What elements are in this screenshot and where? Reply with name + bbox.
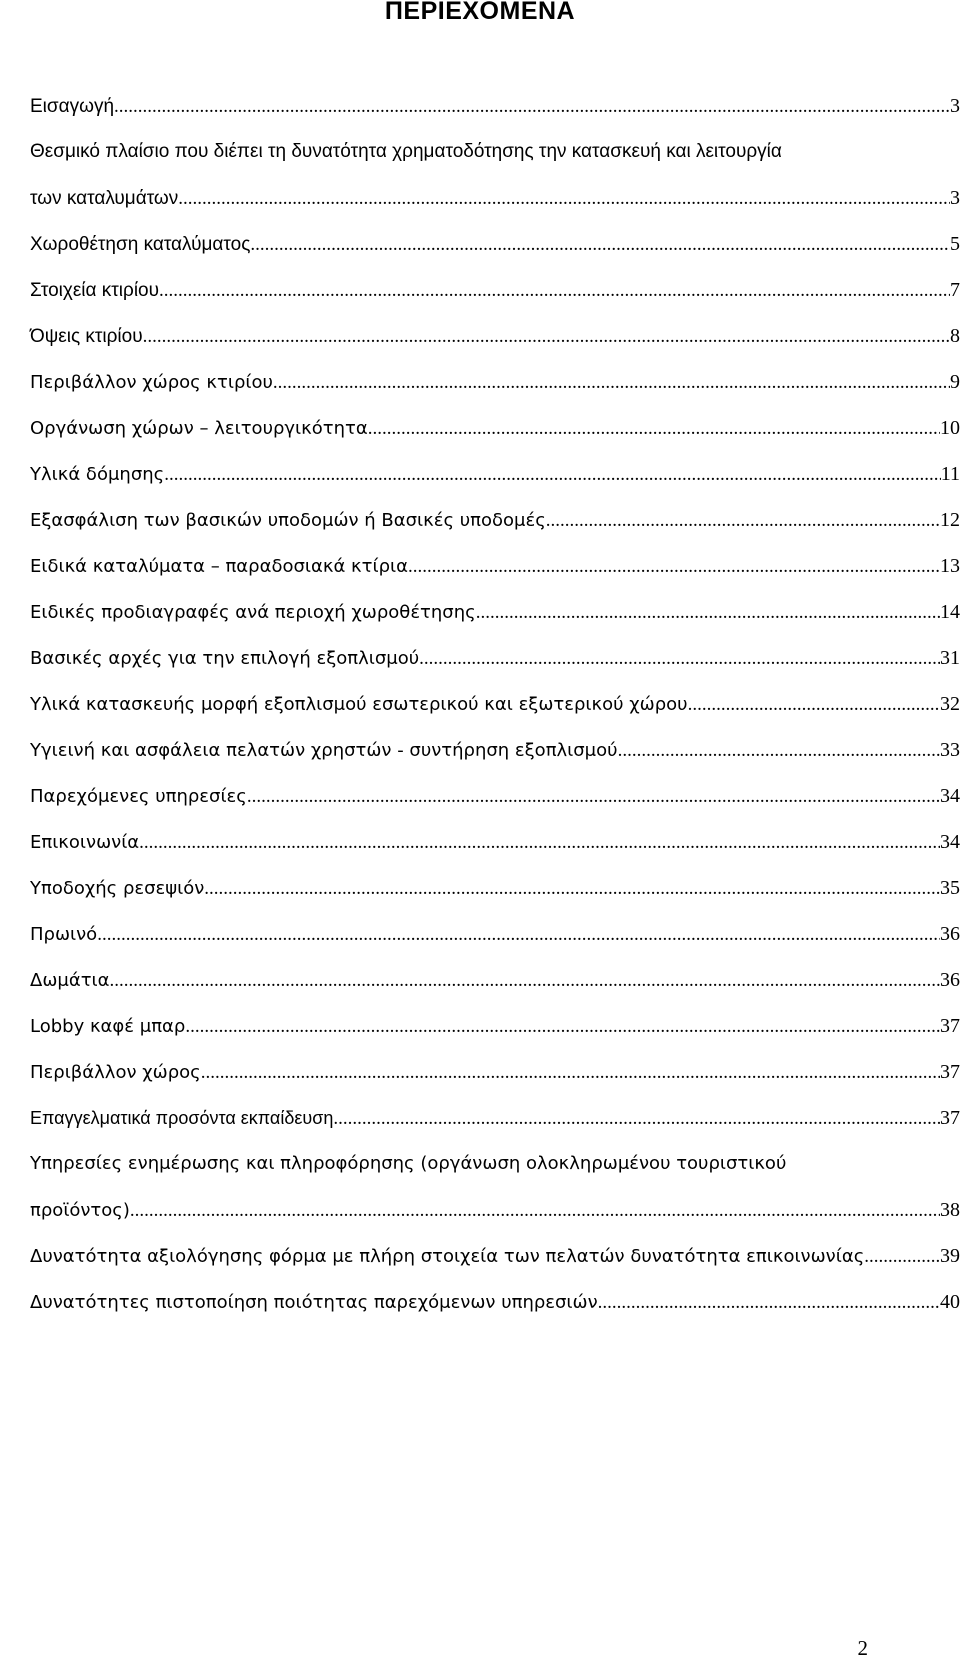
toc-entry-page: 5 [950,233,960,255]
toc-entry-text: Όψεις κτιρίου [30,326,143,347]
toc-entry-text: Επικοινωνία [30,832,140,853]
toc-entry[interactable] [30,1095,960,1141]
toc-entry-page: 7 [950,279,960,301]
toc-entry[interactable] [30,405,960,451]
toc-entry-text: Υλικά δόμησης [30,464,165,485]
toc-leader-dots [164,452,941,498]
toc-leader-dots [204,866,940,912]
toc-leader-dots [688,682,940,728]
toc-entry-page: 37 [940,1015,960,1037]
toc-entry[interactable] [30,819,960,865]
toc-leader-dots [618,728,940,774]
toc-entry-text: Βασικές αρχές για την επιλογή εξοπλισμού [30,648,420,669]
toc-entry-page: 39 [940,1245,960,1267]
toc-entry-page: 8 [950,325,960,347]
toc-entry-page: 35 [940,877,960,899]
toc-entry-page: 32 [940,693,960,715]
toc-leader-dots [368,406,940,452]
toc-entry[interactable] [30,313,960,359]
toc-leader-dots [408,544,940,590]
toc-entry-page: 31 [940,647,960,669]
toc-entry-text: Χωροθέτηση καταλύματος [30,234,251,255]
toc-entry[interactable] [30,497,960,543]
toc-entry[interactable] [30,773,960,819]
toc-entry[interactable] [30,1279,960,1325]
toc-entry[interactable] [30,635,960,681]
toc-entry-text: των καταλυμάτων [30,188,179,209]
page-number: 2 [857,1636,868,1660]
toc-leader-dots [419,636,940,682]
toc-entry[interactable] [30,1233,960,1279]
toc-entry[interactable] [30,267,960,313]
toc-leader-dots [114,84,950,130]
toc-entry-page: 3 [950,95,960,117]
toc-entry-page: 9 [950,371,960,393]
toc-leader-dots [546,498,940,544]
toc-entry-text: Οργάνωση χώρων – λειτουργικότητα [30,418,368,439]
toc-entry-page: 40 [940,1291,960,1313]
toc-entry-text: Υπηρεσίες ενημέρωσης και πληροφόρησης (οργάνωση ολοκληρωμένου τουριστικού [30,1153,787,1174]
toc-entry[interactable] [30,1003,960,1049]
toc-leader-dots [139,820,940,866]
toc-entry-page: 12 [940,509,960,531]
toc-leader-dots [185,1004,940,1050]
toc-entry-page: 34 [940,785,960,807]
toc-entry[interactable] [30,589,960,635]
toc-entry[interactable] [30,83,960,129]
toc-entry-page: 36 [940,969,960,991]
toc-entry-text: Δυνατότητες πιστοποίηση ποιότητας παρεχόμενων υπηρεσιών [30,1292,598,1313]
toc-leader-dots [97,912,940,958]
table-of-contents [30,83,960,1325]
toc-entry[interactable] [30,727,960,773]
toc-leader-dots [273,360,950,406]
toc-entry-text: Περιβάλλον χώρος [30,1062,201,1083]
toc-entry-page: 3 [950,187,960,209]
toc-leader-dots [864,1234,940,1280]
toc-entry[interactable] [30,1049,960,1095]
toc-entry-page: 36 [940,923,960,945]
toc-entry-page: 37 [940,1061,960,1083]
toc-entry-text: Περιβάλλον χώρος κτιρίου [30,372,273,393]
toc-entry[interactable] [30,451,960,497]
toc-entry-text: Ειδικές προδιαγραφές ανά περιοχή χωροθέτησης [30,602,476,623]
toc-leader-dots [143,314,950,360]
toc-leader-dots [476,590,940,636]
toc-leader-dots [598,1280,940,1326]
toc-entry-page: 38 [940,1199,960,1221]
toc-entry-page: 10 [940,417,960,439]
toc-entry-page: 11 [940,463,960,485]
toc-entry-page: 34 [940,831,960,853]
toc-leader-dots [250,222,950,268]
toc-leader-dots [333,1096,940,1142]
toc-entry-page: 13 [940,555,960,577]
toc-entry-text: Εξασφάλιση των βασικών υποδομών ή Βασικές υποδομές [30,510,546,531]
toc-entry-text: Στοιχεία κτιρίου [30,280,160,301]
toc-entry[interactable] [30,1187,960,1233]
toc-entry-text: Lobby καφέ μπαρ [30,1016,186,1037]
toc-entry-text: Υλικά κατασκευής μορφή εξοπλισμού εσωτερικού και εξωτερικού χώρου [30,694,688,715]
toc-entry[interactable] [30,129,960,175]
toc-entry[interactable] [30,911,960,957]
toc-entry[interactable] [30,175,960,221]
toc-entry[interactable] [30,681,960,727]
toc-entry-text: Εισαγωγή [30,96,115,117]
toc-leader-dots [110,958,941,1004]
toc-entry-text: προϊόντος) [30,1200,130,1221]
toc-entry-text: Υγιεινή και ασφάλεια πελατών χρηστών - συντήρηση εξοπλισμού [30,740,618,761]
toc-leader-dots [201,1050,940,1096]
toc-entry[interactable] [30,865,960,911]
toc-entry-text: Επαγγελματικά προσόντα εκπαίδευση [30,1108,334,1128]
toc-entry-text: Δωμάτια [30,970,110,991]
toc-entry-page: 33 [940,739,960,761]
toc-leader-dots [130,1188,940,1234]
toc-entry-text: Ειδικά καταλύματα – παραδοσιακά κτίρια [30,556,408,577]
toc-leader-dots [178,176,950,222]
toc-entry-page: 14 [940,601,960,623]
toc-entry-text: Δυνατότητα αξιολόγησης φόρμα με πλήρη στοιχεία των πελατών δυνατότητα επικοινωνίας [30,1246,865,1267]
toc-entry-text: Παρεχόμενες υπηρεσίες [30,786,247,807]
toc-leader-dots [159,268,950,314]
toc-entry-text: Υποδοχής ρεσεψιόν [30,878,205,899]
page-title: ΠΕΡΙΕΧΟΜΕΝΑ [384,0,576,25]
toc-entry-page: 37 [940,1107,960,1129]
toc-entry[interactable] [30,957,960,1003]
toc-entry-text: Πρωινό [30,924,98,945]
toc-entry[interactable] [30,221,960,267]
toc-entry-text: Θεσμικό πλαίσιο που διέπει τη δυνατότητα χρηματοδότησης την κατασκευή και λειτουργία [30,141,782,162]
toc-entry[interactable] [30,543,960,589]
toc-entry[interactable] [30,359,960,405]
toc-leader-dots [247,774,940,820]
toc-entry[interactable] [30,1141,960,1187]
